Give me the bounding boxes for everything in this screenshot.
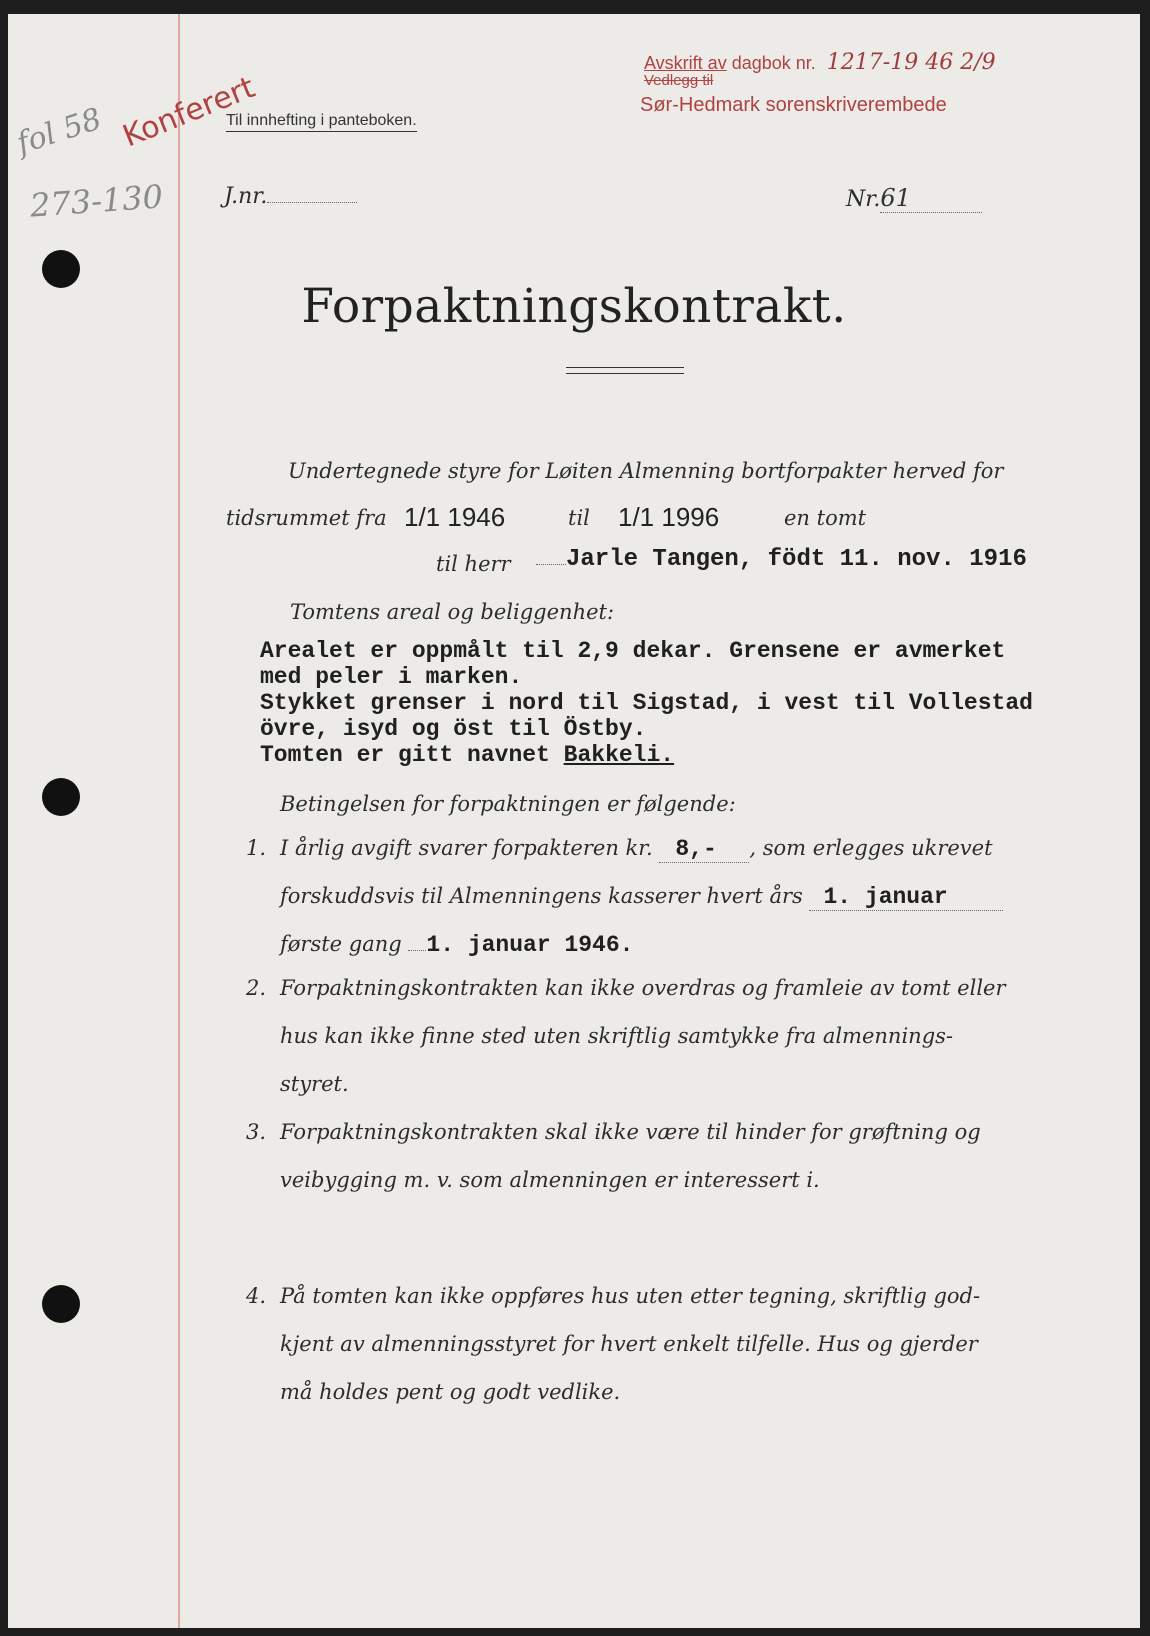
document-title: Forpaktningskontrakt. bbox=[301, 279, 847, 334]
areal-label: Tomtens areal og beliggenhet: bbox=[290, 600, 615, 624]
c1-first-text: 1. januar 1946. bbox=[426, 932, 634, 958]
punch-hole bbox=[42, 1285, 80, 1323]
c1-first-dots bbox=[408, 950, 426, 951]
condition-2-line: Forpaktningskontrakten kan ikke overdras og framleie av tomt eller bbox=[280, 976, 1006, 1000]
conditions-label: Betingelsen for forpaktningen er følgende: bbox=[280, 792, 736, 816]
document-page bbox=[8, 14, 1140, 1628]
stamp-vedlegg: Vedlegg til bbox=[644, 72, 714, 89]
stamp-court: Sør-Hedmark sorenskriverembede bbox=[640, 94, 947, 116]
konferert-stamp: Konferert bbox=[118, 70, 260, 155]
tidsrum-label: tidsrummet fra bbox=[226, 506, 387, 530]
c1-amount-text: 8,- bbox=[675, 836, 717, 862]
c1-text-b: , som erlegges ukrevet bbox=[749, 836, 993, 860]
jnr-blank bbox=[267, 202, 357, 203]
herr-value-text: Jarle Tangen, födt 11. nov. 1916 bbox=[566, 546, 1027, 573]
herr-dots bbox=[536, 564, 566, 565]
to-date: 1/1 1996 bbox=[618, 502, 720, 532]
condition-1-line3 bbox=[280, 932, 633, 958]
condition-2-num: 2. bbox=[246, 976, 267, 1000]
nr-label-text: Nr. bbox=[846, 187, 881, 212]
c1-text-c: forskuddsvis til Almenningens kasserer hvert års bbox=[280, 884, 803, 908]
punch-hole bbox=[42, 778, 80, 816]
c1-due: 1. januar bbox=[809, 884, 1003, 911]
areal-name-prefix: Tomten er gitt navnet bbox=[260, 742, 564, 768]
areal-name-line bbox=[260, 742, 1033, 768]
c1-first bbox=[408, 932, 633, 958]
condition-1-line2 bbox=[280, 884, 1003, 911]
condition-3-line: Forpaktningskontrakten skal ikke være til hinder for grøftning og bbox=[280, 1120, 981, 1144]
areal-text bbox=[260, 638, 1033, 768]
stamp-avskrift: Avskrift av bbox=[644, 53, 727, 73]
condition-1-line1 bbox=[280, 836, 993, 863]
c1-text-a: I årlig avgift svarer forpakteren kr. bbox=[280, 836, 653, 860]
pages-pencil-note: 273-130 bbox=[28, 177, 165, 225]
condition-3-line: veibygging m. v. som almenningen er interessert i. bbox=[280, 1168, 820, 1192]
condition-4-line: På tomten kan ikke oppføres hus uten etter tegning, skriftlig god- bbox=[280, 1284, 981, 1308]
jnr-label bbox=[224, 184, 357, 209]
condition-3-num: 3. bbox=[246, 1120, 267, 1144]
herr-label: til herr bbox=[436, 552, 511, 576]
areal-line: med peler i marken. bbox=[260, 664, 523, 690]
intro-line1: Undertegnede styre for Løiten Almenning bortforpakter herved for bbox=[288, 459, 1004, 483]
nr-value bbox=[880, 184, 982, 213]
areal-line: övre, isyd og öst til Östby. bbox=[260, 716, 647, 742]
folio-pencil-note: fol 58 bbox=[12, 101, 106, 162]
areal-line: Stykket grenser i nord til Sigstad, i vest til Vollestad bbox=[260, 690, 1033, 716]
jnr-label-text: J.nr. bbox=[224, 184, 268, 209]
from-date: 1/1 1946 bbox=[404, 502, 506, 532]
til-label: til bbox=[568, 506, 590, 530]
stamp-dagbok-label: dagbok nr. bbox=[731, 53, 816, 73]
herr-value bbox=[536, 546, 1027, 573]
condition-4-num: 4. bbox=[246, 1284, 267, 1308]
condition-2-line: hus kan ikke finne sted uten skriftlig samtykke fra almennings- bbox=[280, 1024, 954, 1048]
c1-text-d: første gang bbox=[280, 932, 402, 956]
tomt-label: en tomt bbox=[784, 506, 867, 530]
condition-4-line: må holdes pent og godt vedlike. bbox=[280, 1380, 621, 1404]
condition-4-line: kjent av almenningsstyret for hvert enkelt tilfelle. Hus og gjerder bbox=[280, 1332, 978, 1356]
stamp-dagbok-number: 1217-19 46 2/9 bbox=[826, 50, 996, 75]
c1-amount bbox=[659, 836, 749, 863]
title-rule bbox=[566, 367, 684, 374]
condition-1-num: 1. bbox=[246, 836, 267, 860]
margin-rule bbox=[178, 14, 180, 1628]
areal-line: Arealet er oppmålt til 2,9 dekar. Grensene er avmerket bbox=[260, 638, 1006, 664]
nr-value-text: 61 bbox=[880, 184, 911, 212]
nr-label bbox=[846, 184, 982, 213]
innhefting-note: Til innhefting i panteboken. bbox=[226, 112, 417, 132]
areal-name-value: Bakkeli. bbox=[563, 742, 675, 768]
condition-2-line: styret. bbox=[280, 1072, 349, 1096]
